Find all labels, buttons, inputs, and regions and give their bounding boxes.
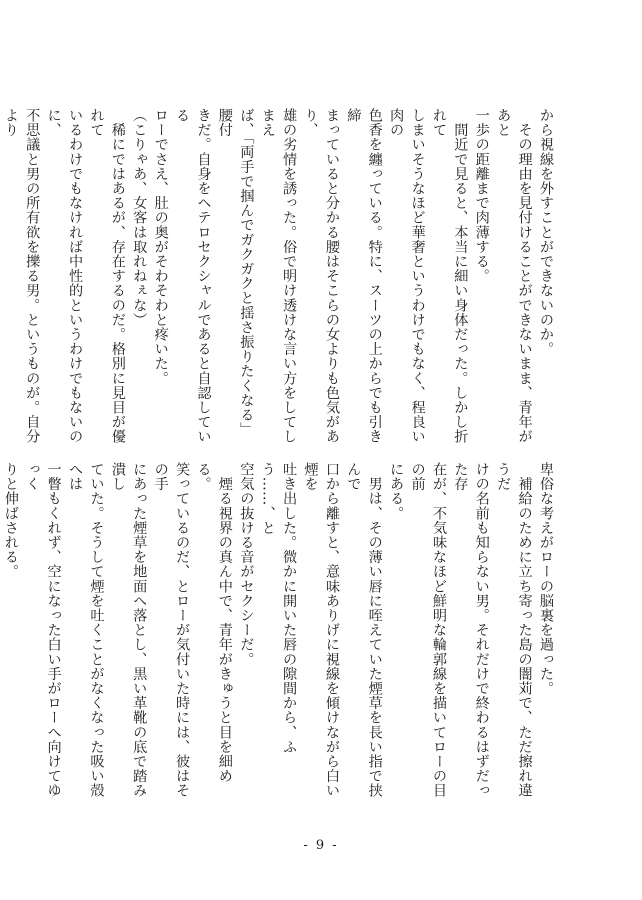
upper-text-column: ば、「両手で掴んでガクガクと揺さ振りたくなる」腰付 <box>216 108 255 437</box>
upper-text-column: （こりゃあ、女客は取れねぇな） <box>131 108 148 327</box>
lower-text-column: 男は、その薄い唇に咥えていた煙草を長い指で挟んで <box>345 462 383 798</box>
upper-text-column: ローでさえ、肚の奥がそわそわと疼いた。 <box>152 108 169 386</box>
upper-text-column: きだ。自身をヘテロセクシャルであると自認している <box>174 108 212 444</box>
lower-text-column: 口から離すと、意味ありげに視線を傾けながら白い煙を <box>302 462 340 798</box>
lower-text-column: にあった煙草を地面へ落とし、黒い革靴の底で踏み潰し <box>109 462 148 798</box>
lower-text-column: 空気の抜ける音がセクシーだ。 <box>238 462 255 667</box>
lower-text-column: 在が、不気味なほど鮮明な輪郭線を描いてローの目の前 <box>409 462 447 798</box>
lower-text-column: 煙る視界の真ん中で、青年がきゅうと目を細める。 <box>195 462 233 784</box>
lower-text-column: 一瞥もくれず、空になった白い手がローへ向けてゆっく <box>24 462 62 798</box>
upper-text-column: しまいそうなほど華奢というわけでもなく、程良い肉の <box>388 108 426 444</box>
lower-text-column: りと伸ばされる。 <box>2 462 19 579</box>
lower-text-column: ていた。そうして煙を吐くことがなくなった吸い殻へは <box>67 462 105 798</box>
upper-text-column: その理由を見付けることができないまま、青年があと <box>495 108 533 444</box>
lower-text-column: 補給のために立ち寄った島の闇苅で、ただ擦れ違うだ <box>495 462 533 798</box>
upper-text-column: 不思議と男の所有欲を擽る男。というものが。自分より <box>2 108 41 444</box>
upper-text-column: 色香を纏っている。特に、スーツの上からでも引き締 <box>345 108 383 444</box>
upper-text-column: まっていると分かる腰はそこらの女よりも色気があり、 <box>302 108 340 444</box>
lower-text-column: 笑っているのだ、とローが気付いた時には、彼はその手 <box>152 462 191 798</box>
lower-text-block <box>2 462 556 802</box>
upper-text-column: 一歩の距離まで肉薄する。 <box>473 108 490 284</box>
lower-text-column: けの名前も知らない男。それだけで終わるはずだった存 <box>452 462 490 798</box>
upper-text-block <box>2 108 556 448</box>
lower-text-column: 吐き出した。微かに開いた唇の隙間から、ふう……、と <box>259 462 298 754</box>
upper-text-column: 雄の劣情を誘った。俗で明け透けな言い方をしてしまえ <box>259 108 298 444</box>
lower-text-column: 卑俗な考えがローの脳裏を過った。 <box>538 462 554 696</box>
lower-text-column: にある。 <box>388 462 405 521</box>
upper-text-column: から視線を外すことができないのか。 <box>538 108 554 357</box>
upper-text-column: いるわけでもなければ中性的というわけでもないのに、 <box>45 108 84 444</box>
upper-text-column: 稀にではあるが、存在するのだ。格別に見目が優れて <box>88 108 126 444</box>
upper-text-column: 間近で見ると、本当に細い身体だった。しかし折れて <box>430 108 469 444</box>
page-number: - 9 - <box>303 838 339 853</box>
